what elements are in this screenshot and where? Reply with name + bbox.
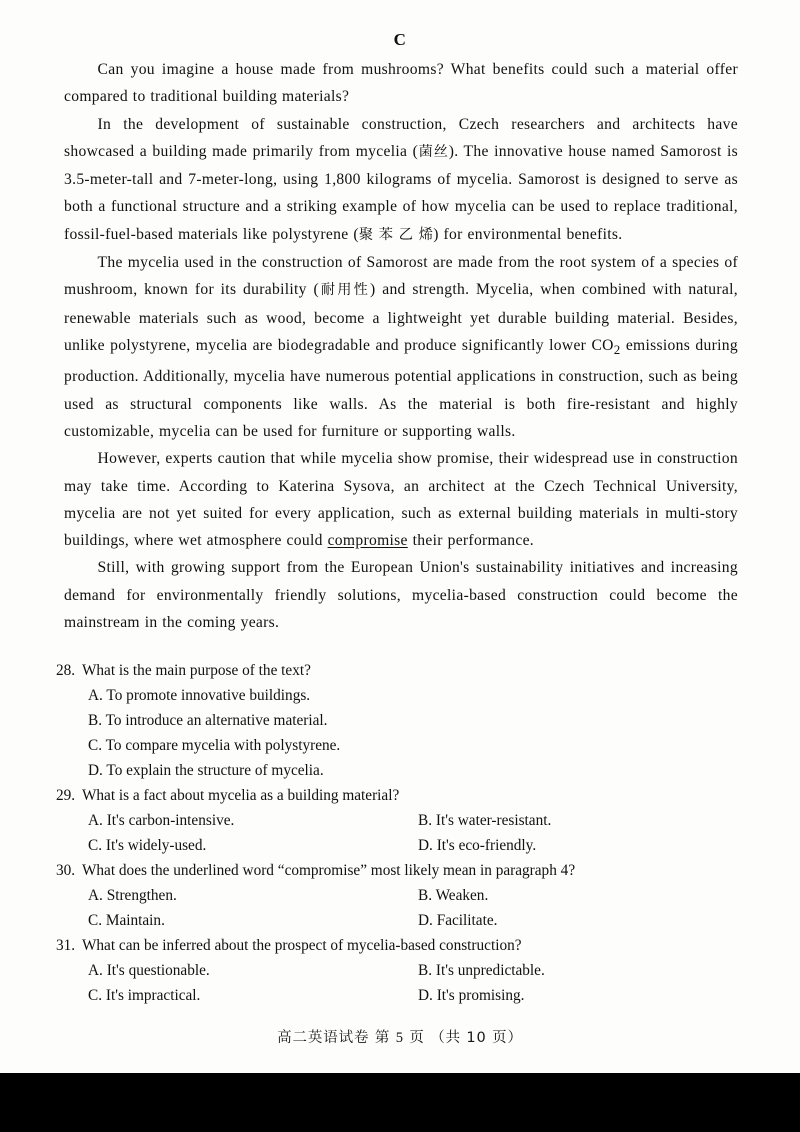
answer-option[interactable]: B. To introduce an alternative material. (88, 712, 328, 730)
answer-option[interactable]: A. It's carbon-intensive. (88, 812, 235, 830)
option-group (56, 958, 738, 1008)
answer-option[interactable]: D. It's eco-friendly. (418, 837, 537, 855)
footer-page-unit: 页 (409, 1030, 425, 1046)
question-text: What does the underlined word “compromise” most likely mean in paragraph 4? (81, 862, 576, 880)
passage-paragraph: Can you imagine a house made from mushrooms? What benefits could such a material offer compared to traditional building materials? (64, 61, 738, 106)
footer-page-word: 第 (374, 1030, 391, 1046)
question-stem (56, 783, 738, 808)
underlined-word: compromise (327, 532, 408, 550)
subscript: 2 (613, 342, 621, 358)
answer-option[interactable]: B. It's water-resistant. (418, 812, 552, 830)
answer-option[interactable]: A. To promote innovative buildings. (88, 687, 311, 705)
question-item (56, 783, 738, 858)
question-text: What can be inferred about the prospect of mycelia-based construction? (81, 937, 522, 955)
answer-option[interactable]: C. Maintain. (88, 912, 165, 930)
section-heading: C (393, 30, 407, 49)
question-item (56, 933, 738, 1008)
answer-option[interactable]: D. It's promising. (418, 987, 525, 1005)
question-item (56, 658, 738, 783)
questions-list (56, 658, 738, 1008)
footer-subject: 高二英语试卷 (277, 1030, 370, 1046)
chinese-gloss: 耐用性 (319, 282, 370, 299)
option-group (56, 883, 738, 933)
scan-edge-bottom (0, 1073, 800, 1132)
footer-total: （共 10 页） (430, 1030, 523, 1046)
answer-option[interactable]: D. Facilitate. (418, 912, 498, 930)
question-stem (56, 658, 738, 683)
question-text: What is a fact about mycelia as a building material? (81, 787, 400, 805)
chinese-gloss: 菌丝 (418, 143, 449, 160)
question-number: 28. (56, 662, 79, 680)
reading-passage (64, 56, 738, 636)
answer-option[interactable]: B. It's unpredictable. (418, 962, 545, 980)
question-stem (56, 933, 738, 958)
passage-paragraph: In the development of sustainable construction, Czech researchers and architects have showcased a building made primarily from mycelia (菌丝). The innovative house named Samorost is 3.5-meter-tall and 7-meter-long, using 1,800 kilograms of mycelia. Samorost is designed to serve as both a functional structure and a striking example of how mycelia can be used to replace traditional, fossil-fuel-based materials like polystyrene (聚 苯 乙 烯) for environmental benefits. (64, 115, 739, 243)
question-item (56, 858, 738, 933)
answer-option[interactable]: C. It's impractical. (88, 987, 201, 1005)
option-group (56, 808, 738, 858)
answer-option[interactable]: A. Strengthen. (88, 887, 177, 905)
option-group (56, 683, 738, 783)
question-number: 29. (56, 787, 79, 805)
answer-option[interactable]: A. It's questionable. (88, 962, 210, 980)
question-text: What is the main purpose of the text? (81, 662, 311, 680)
answer-option[interactable]: B. Weaken. (418, 887, 489, 905)
footer-page-number: 5 (395, 1030, 404, 1046)
answer-option[interactable]: D. To explain the structure of mycelia. (88, 762, 324, 780)
question-stem (56, 858, 738, 883)
passage-paragraph: The mycelia used in the construction of Samorost are made from the root system of a species of mushroom, known for its durability (耐用性) and strength. Mycelia, when combined with natural, renewable materials such as wood, become a lightweight yet durable building material. Besides, unlike polystyrene, mycelia are biodegradable and produce significantly lower $CO_2$ emissions during production. Additionally, mycelia have numerous potential applications in construction, such as being used as structural components like walls. As the material is both fire-resistant and highly customizable, mycelia can be used for furniture or supporting walls. (64, 254, 739, 440)
answer-option[interactable]: C. To compare mycelia with polystyrene. (88, 737, 341, 755)
page-footer (0, 1026, 800, 1047)
chinese-gloss: 聚 苯 乙 烯 (358, 226, 434, 243)
question-number: 31. (56, 937, 79, 955)
passage-paragraph: Still, with growing support from the European Union's sustainability initiatives and increasing demand for environmentally friendly solutions, mycelia-based construction could become the mainstream in the coming years. (64, 559, 738, 632)
passage-paragraph: However, experts caution that while mycelia show promise, their widespread use in construction may take time. According to Katerina Sysova, an architect at the Czech Technical University, mycelia are not yet suited for every application, such as external building materials in multi-story buildings, where wet atmosphere could compromise their performance. (64, 450, 738, 550)
question-number: 30. (56, 862, 79, 880)
answer-option[interactable]: C. It's widely-used. (88, 837, 207, 855)
